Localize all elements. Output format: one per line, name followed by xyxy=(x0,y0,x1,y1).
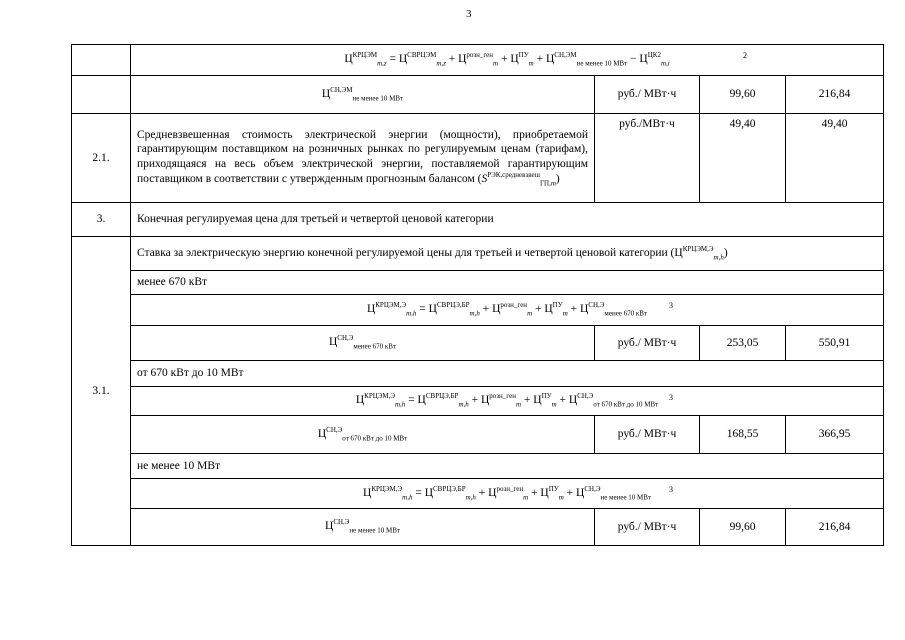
section-label-row xyxy=(72,454,884,479)
component-symbol-cell xyxy=(131,416,595,454)
formula-row xyxy=(72,479,884,509)
footnote-mark: 3 xyxy=(669,393,673,402)
component-row xyxy=(72,416,884,454)
formula-row xyxy=(72,387,884,416)
formula-top: $Ц^{КРЦЭМ}_{m,z} = Ц^{СВРЦЭМ}_{m,z} + Ц^{розн\_ген}_m + Ц^{ПУ}_m + Ц^{СН,ЭМ}_{не менее 10 МВт} - Ц^{ЦК2}_{m,i}$ xyxy=(344,51,670,68)
row-title: Конечная регулируемая цена для третьей и четвертой ценовой категории xyxy=(131,203,884,237)
price-symbol: $Ц^{КРЦЭМ,Э}_{m,h}$ xyxy=(674,245,724,262)
row-number: 3. xyxy=(72,203,131,237)
formula-row xyxy=(72,295,884,326)
row-3 xyxy=(72,203,884,237)
value-cell-1: 168,55 xyxy=(700,416,786,454)
formula-cell xyxy=(131,479,884,509)
row-title-text: Ставка за электрическую энергию конечной регулируемой цены для третьей и четвертой ценовой категории ( xyxy=(137,246,675,259)
row-number: 2.1. xyxy=(72,114,131,203)
unit-cell: руб./ МВт·ч xyxy=(595,416,700,454)
component-symbol-cell xyxy=(131,509,595,546)
formula-cell xyxy=(131,387,884,416)
footnote-mark: 3 xyxy=(669,301,673,310)
value-cell-2: 550,91 xyxy=(786,326,884,361)
formula: $Ц^{КРЦЭМ,Э}_{m,h} = Ц^{СВРЦЭ,БР}_{m,h} + Ц^{розн\_ген}_m + Ц^{ПУ}_m + Ц^{СН,Э}_{от 670 кВт до 10 МВт}$ xyxy=(355,392,659,409)
row-description-text: Средневзвешенная стоимость электрической энергии (мощности), приобретаемой гарантирующим поставщиком на розничных рынках по регулируемым ценам (тарифам), приходящаяся на весь объем электрической энергии, поставляемой гарантирующим поставщиком в соответствии с утвержденным прогнозным балансом ( xyxy=(137,129,588,185)
value-cell-1: 99,60 xyxy=(700,509,786,546)
unit-cell: руб./МВт·ч xyxy=(595,114,700,203)
formula-cell xyxy=(131,45,884,76)
row-2-1 xyxy=(72,114,884,203)
row-3-1 xyxy=(72,237,884,271)
footnote-mark: 3 xyxy=(669,485,673,494)
value-cell-1: 49,40 xyxy=(700,114,786,203)
component-symbol-cell xyxy=(131,326,595,361)
value-cell-2: 216,84 xyxy=(786,76,884,114)
unit-cell: руб./ МВт·ч xyxy=(595,326,700,361)
row-description-end: ) xyxy=(555,172,560,185)
value-cell-2: 366,95 xyxy=(786,416,884,454)
formula-row-top xyxy=(72,45,884,76)
tariff-table xyxy=(71,44,884,546)
formula: $Ц^{КРЦЭМ,Э}_{m,h} = Ц^{СВРЦЭ,БР}_{m,h} + Ц^{розн\_ген}_m + Ц^{ПУ}_m + Ц^{СН,Э}_{не менее 10 МВт}$ xyxy=(363,485,652,502)
unit-cell: руб./ МВт·ч xyxy=(595,509,700,546)
footnote-mark: 2 xyxy=(743,51,747,60)
section-label-row xyxy=(72,361,884,387)
row-description xyxy=(131,114,595,203)
component-row xyxy=(72,509,884,546)
component-row-top xyxy=(72,76,884,114)
row-title: Ставка за электрическую энергию конечной регулируемой цены для третьей и четвертой ценовой категории $(Ц^{КРЦЭМ,Э}_{m,h})$ xyxy=(131,237,884,271)
component-symbol: $Ц^{СН,Э}_{не менее 10 МВт}$ xyxy=(325,518,400,535)
value-cell-1: 253,05 xyxy=(700,326,786,361)
component-symbol-cell xyxy=(131,76,595,114)
component-symbol: $Ц^{СН,Э}_{менее 670 кВт}$ xyxy=(328,334,397,351)
formula: $Ц^{КРЦЭМ,Э}_{m,h} = Ц^{СВРЦЭ,БР}_{m,h} + Ц^{розн\_ген}_m + Ц^{ПУ}_m + Ц^{СН,Э}_{менее 670 кВт}$ xyxy=(366,301,648,318)
page-number: 3 xyxy=(466,8,472,20)
component-row xyxy=(72,326,884,361)
component-symbol: $Ц^{СН,Э}_{от 670 кВт до 10 МВт}$ xyxy=(317,426,408,443)
balance-symbol: $S^{РЭК,средневзвеш}_{ГП,m}$ xyxy=(481,171,556,188)
section-label-row xyxy=(72,271,884,295)
num-cell-empty xyxy=(72,45,131,76)
num-cell-empty xyxy=(72,76,131,114)
value-cell-2: 216,84 xyxy=(786,509,884,546)
row-number: 3.1. xyxy=(72,237,131,546)
section-label: не менее 10 МВт xyxy=(131,454,884,479)
formula-cell xyxy=(131,295,884,326)
section-label: от 670 кВт до 10 МВт xyxy=(131,361,884,387)
component-symbol: $Ц^{СН,ЭМ}_{не менее 10 МВт}$ xyxy=(321,86,404,103)
value-cell-1: 99,60 xyxy=(700,76,786,114)
section-label: менее 670 кВт xyxy=(131,271,884,295)
unit-cell: руб./ МВт·ч xyxy=(595,76,700,114)
value-cell-2: 49,40 xyxy=(786,114,884,203)
